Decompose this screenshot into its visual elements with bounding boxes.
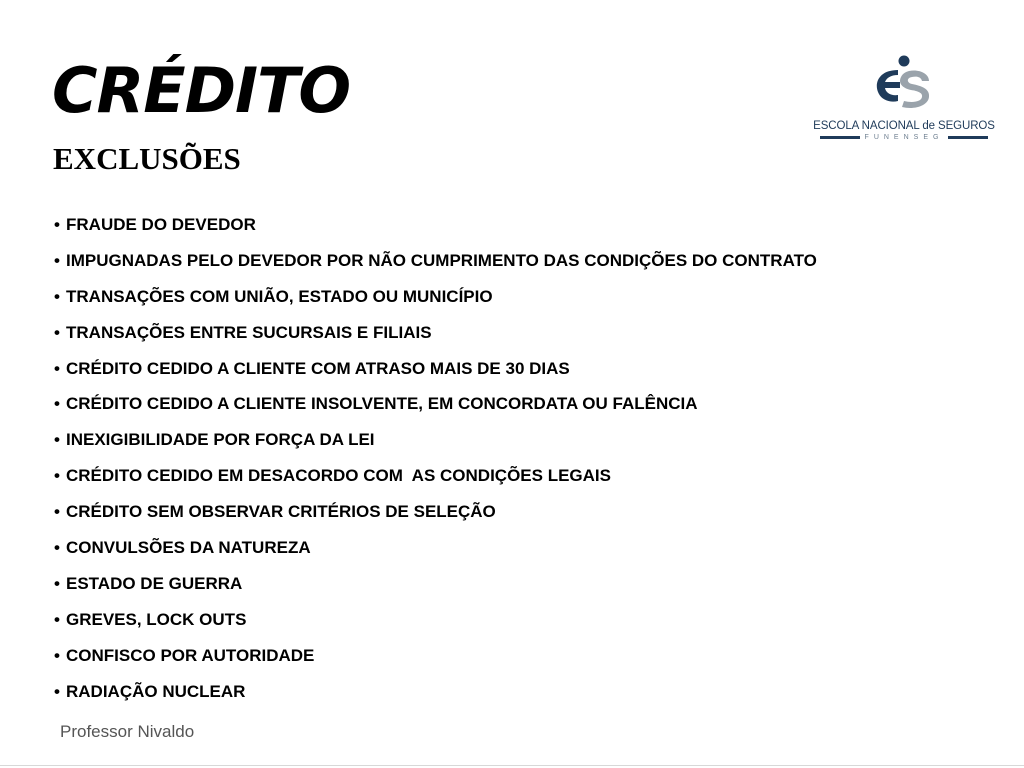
list-item-text: INEXIGIBILIDADE POR FORÇA DA LEI (66, 430, 375, 450)
bullet-icon: • (54, 358, 60, 378)
bullet-icon: • (54, 322, 60, 342)
list-item-text: GREVES, LOCK OUTS (66, 609, 247, 629)
list-item-text: ESTADO DE GUERRA (66, 573, 243, 593)
funenseg-logo-icon (808, 54, 1000, 120)
list-item (54, 537, 817, 573)
list-item-text: TRANSAÇÕES COM UNIÃO, ESTADO OU MUNICÍPIO (66, 286, 493, 306)
exclusions-list (54, 214, 817, 716)
logo-sub: FUNENSEG (864, 134, 944, 141)
slide-title: CRÉDITO (52, 54, 351, 127)
list-item-text: CRÉDITO CEDIDO A CLIENTE COM ATRASO MAIS DE 30 DIAS (66, 358, 570, 378)
bullet-icon: • (54, 250, 60, 270)
bullet-icon: • (54, 538, 60, 558)
bottom-divider (0, 765, 1024, 766)
bullet-icon: • (54, 430, 60, 450)
list-item (54, 429, 817, 465)
list-item (54, 214, 817, 250)
list-item (54, 609, 817, 645)
list-item-text: CRÉDITO CEDIDO EM DESACORDO COM AS CONDIÇÕES LEGAIS (66, 466, 611, 486)
bullet-icon: • (54, 681, 60, 701)
bullet-icon: • (54, 609, 60, 629)
list-item-text: CONFISCO POR AUTORIDADE (66, 645, 315, 665)
list-item-text: CRÉDITO CEDIDO A CLIENTE INSOLVENTE, EM CONCORDATA OU FALÊNCIA (66, 394, 698, 414)
bullet-icon: • (54, 286, 60, 306)
logo-bar-right (948, 136, 988, 139)
bullet-icon: • (54, 573, 60, 593)
bullet-icon: • (54, 466, 60, 486)
bullet-icon: • (54, 645, 60, 665)
footer-author: Professor Nivaldo (60, 722, 195, 741)
list-item (54, 286, 817, 322)
logo-name: ESCOLA NACIONAL de SEGUROS (813, 120, 995, 132)
list-item (54, 573, 817, 609)
list-item-text: RADIAÇÃO NUCLEAR (66, 681, 246, 701)
list-item-text: CRÉDITO SEM OBSERVAR CRITÉRIOS DE SELEÇÃO (66, 502, 496, 522)
list-item (54, 322, 817, 358)
list-item-text: IMPUGNADAS PELO DEVEDOR POR NÃO CUMPRIMENTO DAS CONDIÇÕES DO CONTRATO (66, 250, 817, 270)
list-item-text: TRANSAÇÕES ENTRE SUCURSAIS E FILIAIS (66, 322, 432, 342)
list-item-text: CONVULSÕES DA NATUREZA (66, 538, 311, 558)
list-item (54, 681, 817, 717)
list-item (54, 465, 817, 501)
list-item-text: FRAUDE DO DEVEDOR (66, 215, 256, 234)
slide-subtitle: EXCLUSÕES (53, 141, 241, 176)
bullet-icon: • (54, 502, 60, 522)
list-item (54, 358, 817, 394)
list-item (54, 645, 817, 681)
list-item (54, 393, 817, 429)
funenseg-logo (808, 54, 1000, 146)
bullet-icon: • (54, 394, 60, 414)
list-item (54, 501, 817, 537)
bullet-icon: • (54, 215, 60, 234)
list-item (54, 250, 817, 286)
